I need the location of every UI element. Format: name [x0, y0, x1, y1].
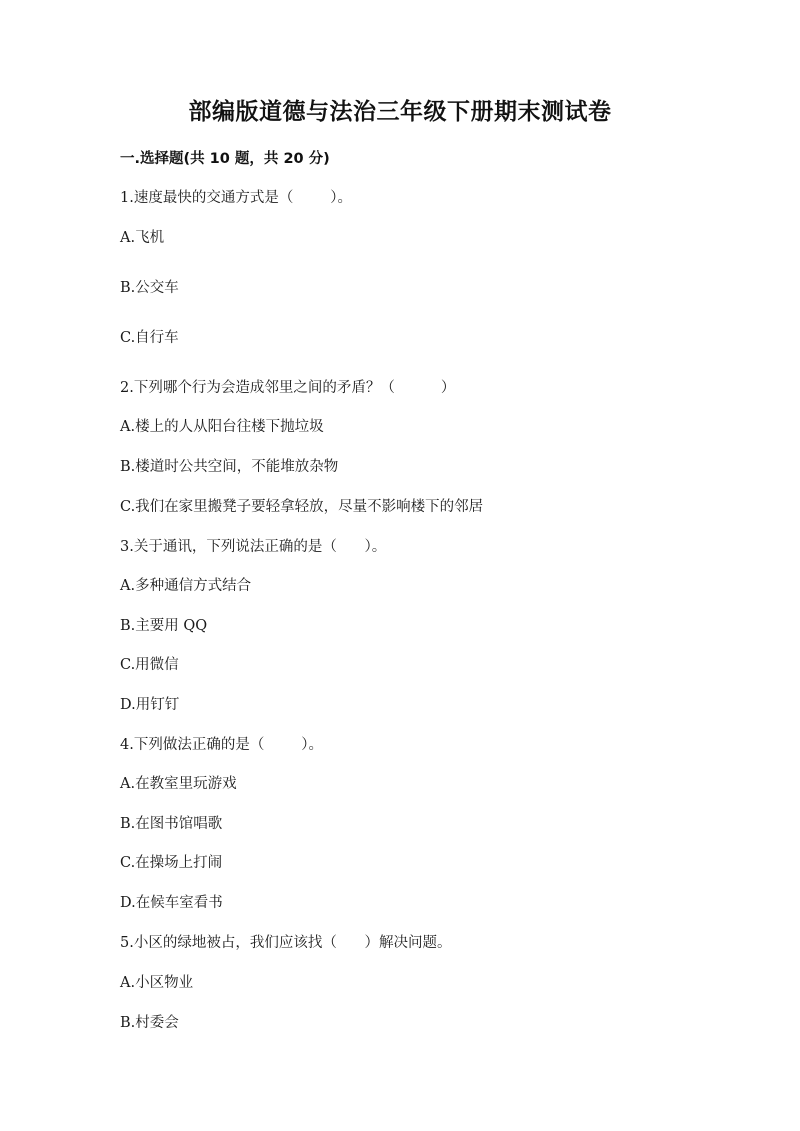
question-1: 1.速度最快的交通方式是（ ）。 — [120, 190, 352, 206]
option-1b: B.公交车 — [120, 280, 179, 296]
option-5b: B.村委会 — [120, 1015, 179, 1031]
option-2a: A.楼上的人从阳台往楼下抛垃圾 — [120, 419, 324, 435]
option-3b: B.主要用 QQ — [120, 618, 208, 634]
option-1a: A.飞机 — [120, 230, 165, 246]
option-3c: C.用微信 — [120, 657, 179, 673]
document-title: 部编版道德与法治三年级下册期末测试卷 — [188, 99, 612, 125]
question-3: 3.关于通讯，下列说法正确的是（ ）。 — [120, 539, 387, 555]
option-4c: C.在操场上打闹 — [120, 855, 223, 871]
option-1c: C.自行车 — [120, 330, 179, 346]
option-3a: A.多种通信方式结合 — [120, 578, 252, 594]
option-4d: D.在候车室看书 — [120, 895, 223, 911]
section-heading: 一.选择题(共 10 题，共 20 分) — [120, 151, 330, 167]
option-2b: B.楼道时公共空间，不能堆放杂物 — [120, 459, 339, 475]
option-4b: B.在图书馆唱歌 — [120, 816, 223, 832]
option-5a: A.小区物业 — [120, 975, 194, 991]
option-2c: C.我们在家里搬凳子要轻拿轻放，尽量不影响楼下的邻居 — [120, 499, 484, 515]
option-4a: A.在教室里玩游戏 — [120, 776, 237, 792]
option-3d: D.用钉钉 — [120, 697, 180, 713]
question-4: 4.下列做法正确的是（ ）。 — [120, 737, 323, 753]
question-5: 5.小区的绿地被占，我们应该找（ ）解决问题。 — [120, 935, 452, 951]
question-2: 2.下列哪个行为会造成邻里之间的矛盾？（ ） — [120, 380, 456, 396]
